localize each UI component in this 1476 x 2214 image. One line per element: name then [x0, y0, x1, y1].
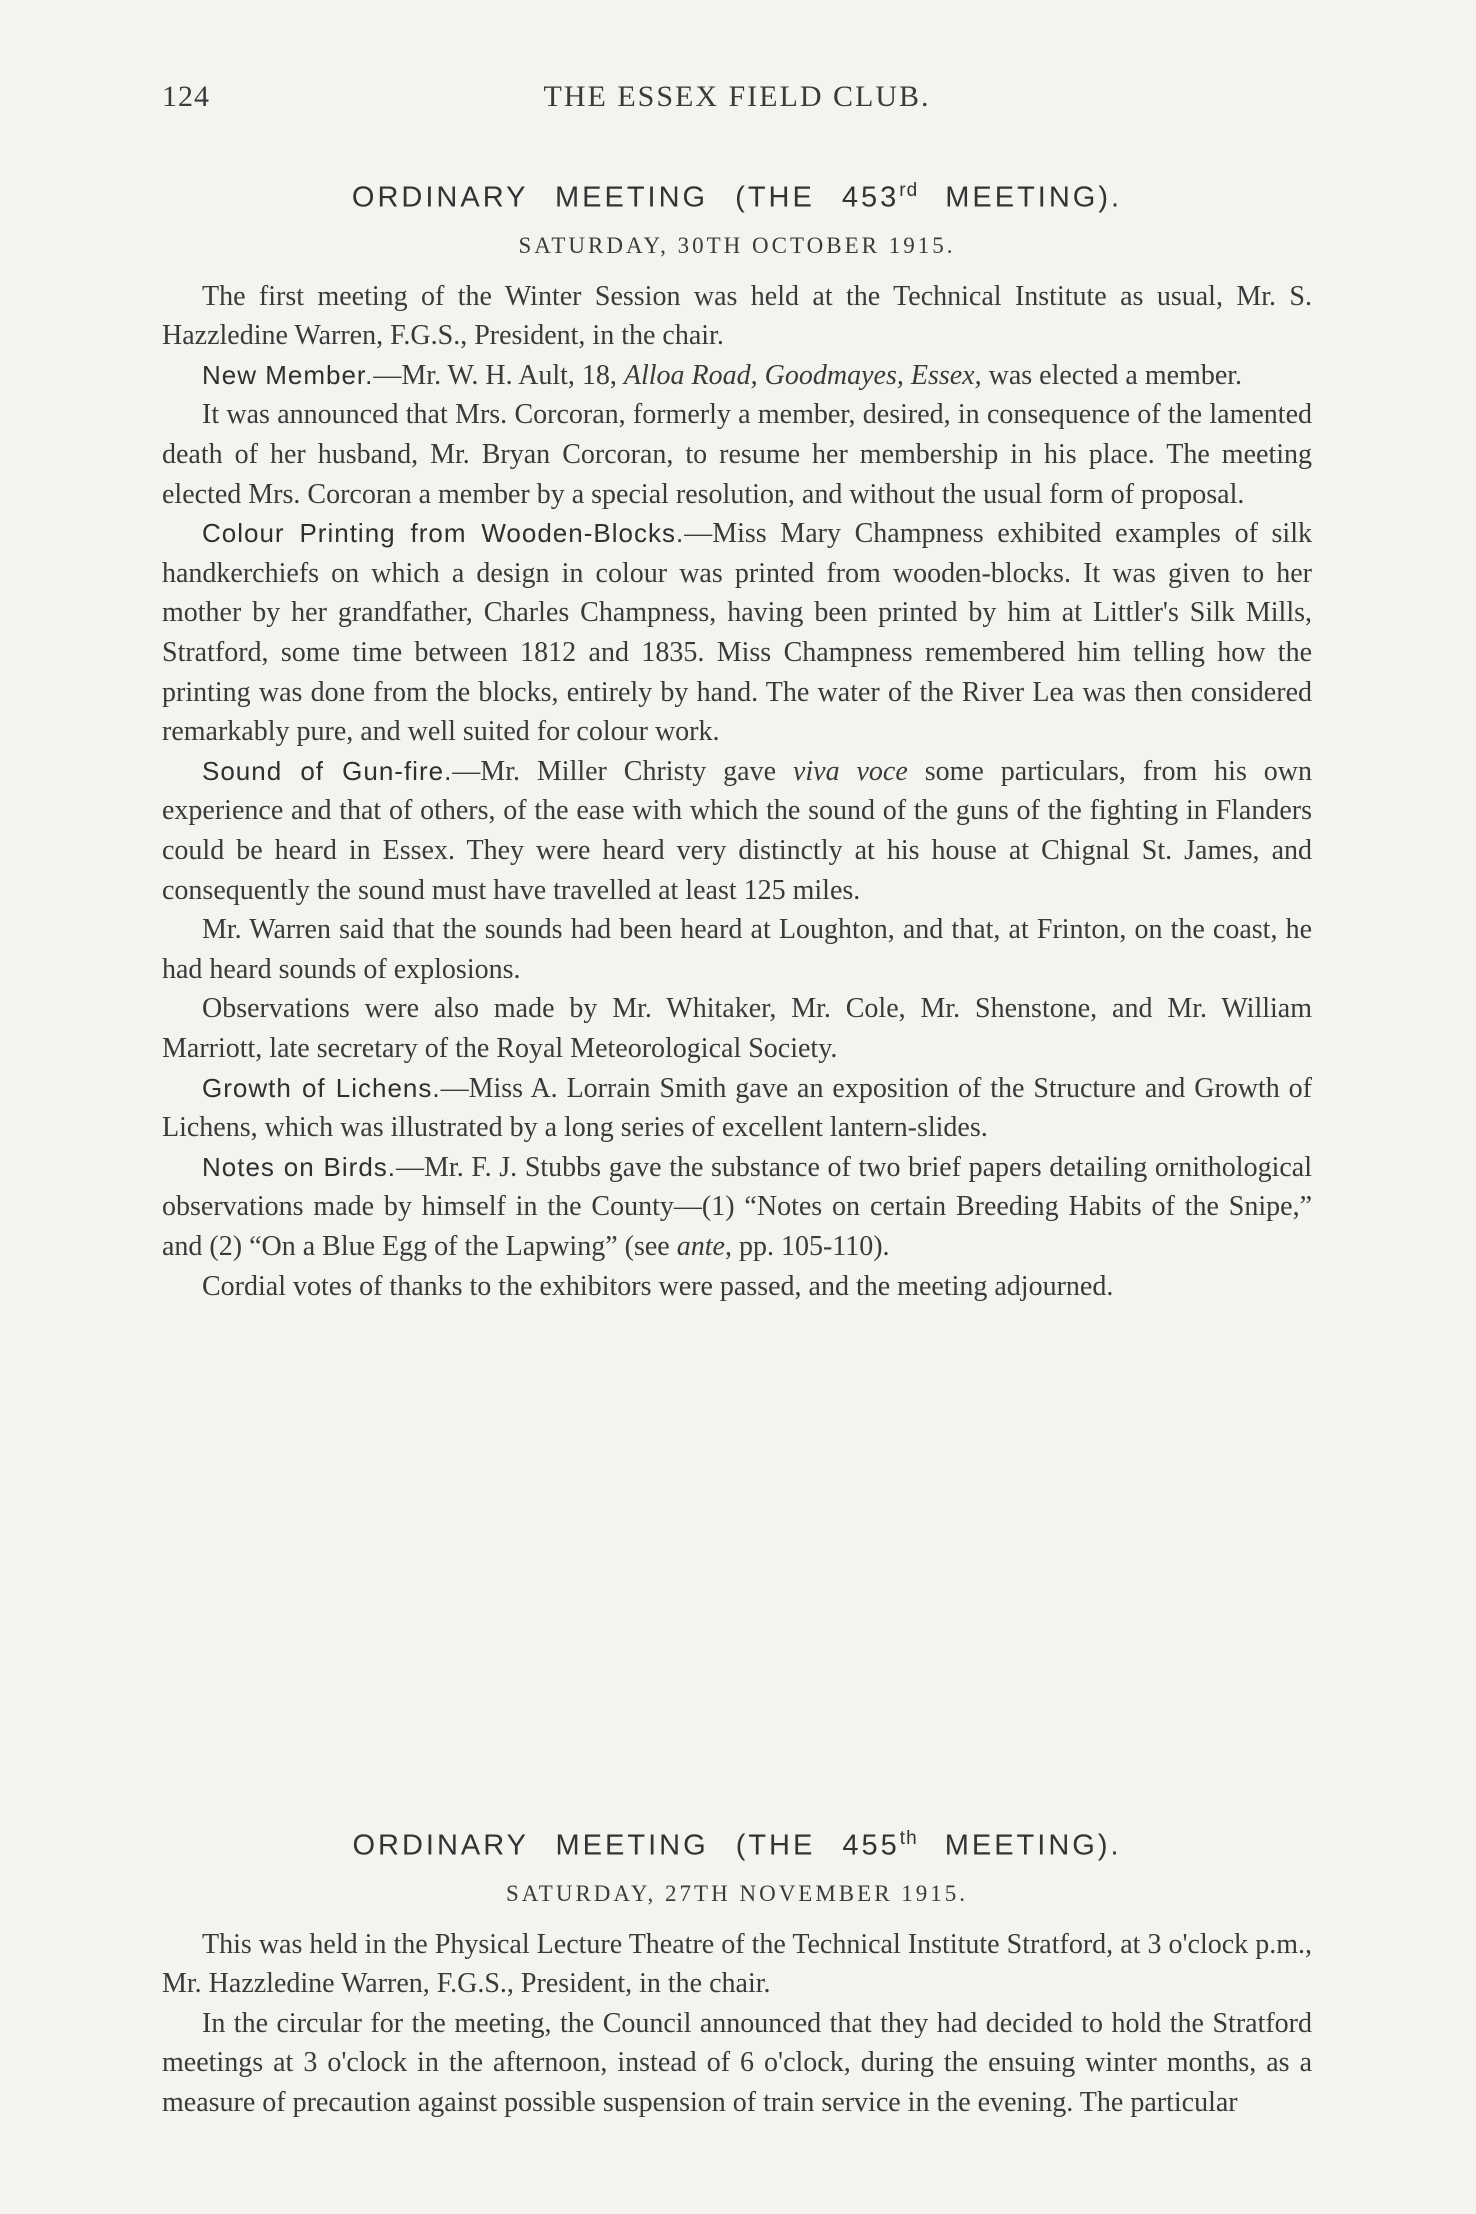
- paragraph-lichens: [162, 1069, 1312, 1148]
- paragraph-physical-lecture-theatre: This was held in the Physical Lecture Theatre of the Technical Institute Stratford, at 3 o'clock p.m., Mr. Hazzledine Warren, F.G.S., President, in the chair.: [162, 1928, 1312, 2000]
- running-head: [162, 80, 1312, 130]
- meeting-455-title-end: MEETING).: [917, 1829, 1122, 1862]
- run-in-heading-colour-printing: Colour Printing from Wooden-Blocks.: [202, 518, 685, 549]
- paragraph-birds: [162, 1148, 1312, 1267]
- lichens-text: —Miss A. Lorrain Smith gave an exposition of the Structure and Growth of Lichens, which was illustrated by a long series of excellent lantern-slides.: [162, 1072, 1312, 1144]
- meeting-455-section: [162, 1828, 1312, 2123]
- paragraph-colour-printing: [162, 514, 1312, 752]
- new-member-text: —Mr. W. H. Ault, 18,: [373, 359, 624, 391]
- meeting-453-title: [162, 180, 1312, 215]
- gun-fire-italic: viva voce: [792, 755, 908, 787]
- meeting-455-title: [162, 1828, 1312, 1863]
- run-in-heading-lichens: Growth of Lichens.: [202, 1072, 441, 1103]
- new-member-address: Alloa Road, Goodmayes, Essex,: [623, 359, 982, 391]
- birds-text: —Mr. F. J. Stubbs gave the substance of two brief papers detailing ornithological observations made by himself in the County—(1) “Notes on certain Breeding Habits of the Snipe,” and (2) “On a Blue Egg of the Lapwing” (see: [162, 1151, 1312, 1262]
- gun-fire-text-end: some particulars, from his own experience and that of others, of the ease with which the sound of the guns of the fighting in Flanders could be heard in Essex. They were heard very distinctly at his house at Chignal St. James, and consequently the sound must have travelled at least 125 miles.: [162, 755, 1312, 906]
- meeting-453-title-ordinal: rd: [899, 180, 919, 201]
- paragraph-observations: Observations were also made by Mr. Whitaker, Mr. Cole, Mr. Shenstone, and Mr. William Marriott, late secretary of the Royal Meteorological Society.: [162, 993, 1312, 1064]
- page: [162, 80, 1312, 2119]
- paragraph-new-member: [162, 356, 1312, 396]
- meeting-455-date: SATURDAY, 27TH NOVEMBER 1915.: [505, 1880, 969, 1906]
- meeting-453-title-text: ORDINARY MEETING (THE 453: [351, 181, 900, 214]
- paragraph-circular: In the circular for the meeting, the Council announced that they had decided to hold the Stratford meetings at 3 o'clock in the afternoon, instead of 6 o'clock, during the ensuing winter months, as a measure of precaution against possible suspension of train service in the evening. The particular: [162, 2007, 1312, 2119]
- gun-fire-text: —Mr. Miller Christy gave: [452, 755, 793, 787]
- paragraph-votes-of-thanks: Cordial votes of thanks to the exhibitors were passed, and the meeting adjourned.: [202, 1270, 1114, 1302]
- paragraph-gun-fire: [162, 752, 1312, 910]
- journal-title: THE ESSEX FIELD CLUB.: [543, 80, 931, 113]
- meeting-453-date: SATURDAY, 30TH OCTOBER 1915.: [518, 232, 956, 258]
- paragraph-corcoran: It was announced that Mrs. Corcoran, formerly a member, desired, in consequence of the lamented death of her husband, Mr. Bryan Corcoran, to resume her membership in his place. The meeting elected Mrs. Corcoran a member by a special resolution, and without the usual form of proposal.: [162, 399, 1312, 510]
- meeting-455-title-text: ORDINARY MEETING (THE 455: [352, 1829, 900, 1862]
- page-number: 124: [162, 80, 210, 113]
- paragraph-warren-sounds: Mr. Warren said that the sounds had been heard at Loughton, and that, at Frinton, on the coast, he had heard sounds of explosions.: [162, 914, 1312, 985]
- run-in-heading-birds: Notes on Birds.: [202, 1151, 397, 1182]
- run-in-heading-gun-fire: Sound of Gun-fire.: [202, 755, 453, 786]
- meeting-453-title-end: MEETING).: [918, 181, 1123, 214]
- run-in-heading-new-member: New Member.: [202, 359, 374, 390]
- new-member-text-end: was elected a member.: [981, 359, 1243, 391]
- birds-italic: ante: [676, 1230, 725, 1262]
- meeting-455-title-ordinal: th: [899, 1828, 918, 1849]
- birds-text-end: , pp. 105-110).: [724, 1230, 890, 1262]
- meeting-453-section: [162, 180, 1312, 1306]
- colour-printing-text: —Miss Mary Champness exhibited examples of silk handkerchiefs on which a design in colour was printed from wooden-blocks. It was given to her mother by her grandfather, Charles Champness, having been printed by him at Littler's Silk Mills, Stratford, some time between 1812 and 1835. Miss Champness remembered him telling how the printing was done from the blocks, entirely by hand. The water of the River Lea was then considered remarkably pure, and well suited for colour work.: [162, 518, 1312, 748]
- paragraph-winter-session: The first meeting of the Winter Session was held at the Technical Institute as usual, Mr. S. Hazzledine Warren, F.G.S., President, in the chair.: [162, 280, 1312, 352]
